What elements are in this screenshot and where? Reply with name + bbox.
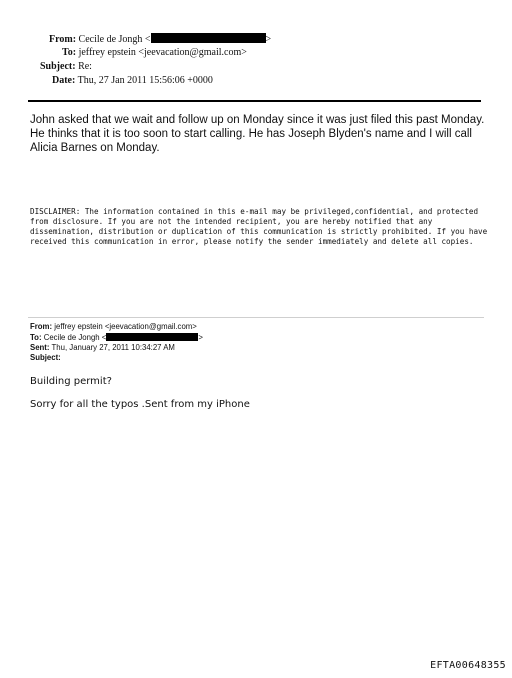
disclaimer-text: DISCLAIMER: The information contained in this e-mail may be privileged,confidential, and protected from disclosure. If you are not the intended recipient, you are hereby notified that any dissemination, distribution or duplication of this communication is strictly prohibited. If you have received this communication in error, please notify the sender immediately and delete all copies.: [30, 207, 488, 246]
sent-label: Sent:: [30, 343, 50, 352]
redaction-bar: [151, 33, 266, 43]
header2-from: [30, 322, 197, 333]
to-label: To:: [30, 333, 42, 342]
redaction-bar: [106, 333, 198, 341]
message-line-2: Sorry for all the typos .Sent from my iPhone: [30, 399, 250, 410]
header1-to: [62, 46, 247, 59]
from-label: From:: [30, 322, 53, 331]
to-label: To:: [62, 47, 77, 58]
subject-label: Subject:: [40, 61, 76, 72]
header1-from: [49, 33, 271, 46]
header-divider: [28, 100, 481, 102]
date-label: Date:: [52, 75, 76, 86]
subject-label: Subject:: [30, 353, 61, 362]
from-value: jeffrey epstein <jeevacation@gmail.com>: [54, 322, 197, 331]
sent-value: Thu, January 27, 2011 10:34:27 AM: [51, 343, 175, 352]
date-value: Thu, 27 Jan 2011 15:56:06 +0000: [77, 75, 213, 86]
quoted-divider: [28, 317, 484, 318]
header2-sent: [30, 343, 175, 354]
message-line-1: Building permit?: [30, 376, 112, 387]
subject-value: Re:: [78, 61, 92, 72]
header1-subject: [40, 60, 92, 73]
to-value: jeffrey epstein <jeevacation@gmail.com>: [78, 47, 247, 58]
from-value: Cecile de Jongh <: [78, 34, 151, 45]
from-close: >: [265, 34, 272, 45]
email-body: John asked that we wait and follow up on Monday since it was just filed this past Monday. He thinks that it is too soon to start calling. He has Joseph Blyden's name and I will call Alicia Barnes on Monday.: [30, 114, 485, 154]
header1-date: [52, 74, 213, 87]
header2-to: [30, 333, 203, 344]
bates-number: EFTA00648355: [430, 660, 506, 671]
from-label: From:: [49, 34, 77, 45]
header2-subject: [30, 353, 61, 364]
to-close: >: [198, 333, 203, 342]
to-value: Cecile de Jongh <: [43, 333, 107, 342]
